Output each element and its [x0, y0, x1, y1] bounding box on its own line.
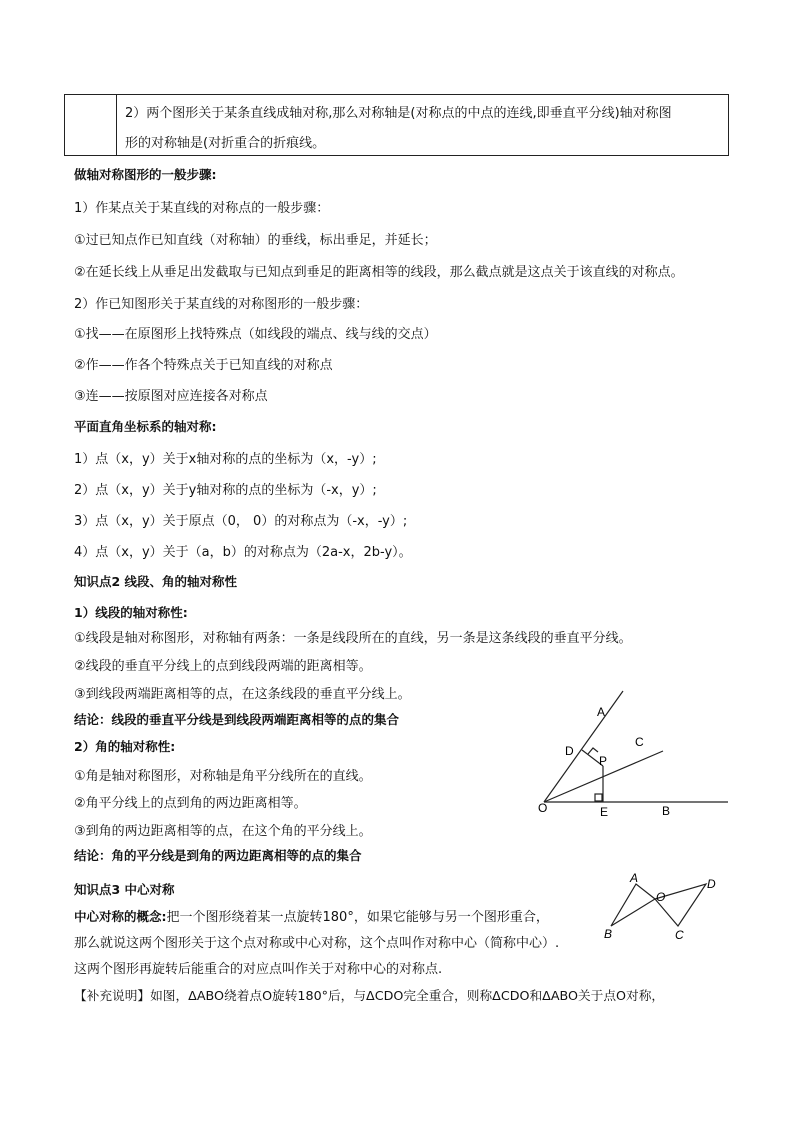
triangle-abo: [611, 884, 655, 926]
knowledge-point-3-heading: 知识点3 中心对称: [74, 882, 175, 897]
angle-conclusion: 结论：角的平分线是到角的两边距离相等的点的集合: [74, 848, 362, 863]
central-symmetry-figure: [598, 868, 728, 946]
segment-conclusion: 结论：线段的垂直平分线是到线段两端距离相等的点的集合: [74, 712, 400, 727]
label-o-central: O: [656, 890, 666, 904]
steps-heading: 做轴对称图形的一般步骤:: [74, 167, 217, 182]
label-p: P: [599, 754, 608, 768]
angle-property-3: ③到角的两边距离相等的点，在这个角的平分线上。: [74, 824, 372, 839]
coordinate-rule-3: 3）点（x，y）关于原点（0， 0）的对称点为（-x，-y）;: [74, 514, 408, 529]
segment-property-1: ①线段是轴对称图形，对称轴有两条：一条是线段所在的直线，另一条是这条线段的垂直平分线。: [74, 631, 632, 646]
steps-figure-3: ③连——按原图对应连接各对称点: [74, 389, 268, 404]
right-angle-mark-e: [595, 794, 602, 801]
angle-bisector-figure: [530, 685, 735, 820]
concept-label: 中心对称的概念:: [74, 909, 167, 924]
steps-figure-2: ②作——作各个特殊点关于已知直线的对称点: [74, 358, 333, 373]
central-symmetry-definition: 那么就说这两个图形关于这个点对称或中心对称，这个点叫作对称中心（简称中心）.: [74, 936, 560, 951]
label-a: A: [597, 705, 606, 719]
coordinate-rule-2: 2）点（x，y）关于y轴对称的点的坐标为（-x，y）;: [74, 483, 377, 498]
note-label: 【补充说明】: [74, 988, 151, 1003]
knowledge-point-2-heading: 知识点2 线段、角的轴对称性: [74, 574, 238, 589]
coordinate-heading: 平面直角坐标系的轴对称:: [74, 419, 217, 434]
table-divider: [116, 95, 117, 155]
label-b-central: B: [604, 927, 613, 941]
segment-symmetry-title: 1）线段的轴对称性:: [74, 605, 188, 620]
angle-symmetry-title: 2）角的轴对称性:: [74, 739, 176, 754]
steps-figure-title: 2）作已知图形关于某直线的对称图形的一般步骤：: [74, 297, 369, 312]
label-c-central: C: [675, 928, 684, 942]
steps-point-2: ②在延长线上从垂足出发截取与已知点到垂足的距离相等的线段，那么截点就是这点关于该直线的对称点。: [74, 265, 684, 280]
concept-text: 把一个图形绕着某一点旋转180°，如果它能够与另一个图形重合，: [166, 910, 549, 925]
steps-point-1: ①过已知点作已知直线（对称轴）的垂线，标出垂足，并延长；: [74, 233, 437, 248]
label-d: D: [565, 744, 574, 758]
table-line-2: 形的对称轴是(对折重合的折痕线。: [125, 136, 326, 151]
label-b: B: [662, 804, 671, 818]
table-line-1: 2）两个图形关于某条直线成轴对称,那么对称轴是(对称点的中点的连线,即垂直平分线)轴对称图: [125, 106, 672, 121]
steps-point-title: 1）作某点关于某直线的对称点的一般步骤：: [74, 201, 330, 216]
segment-property-2: ②线段的垂直平分线上的点到线段两端的距离相等。: [74, 659, 372, 674]
coordinate-rule-1: 1）点（x，y）关于x轴对称的点的坐标为（x，-y）;: [74, 452, 377, 467]
central-symmetry-points: 这两个图形再旋转后能重合的对应点叫作关于对称中心的对称点.: [74, 962, 443, 977]
label-d-central: D: [707, 877, 716, 891]
supplementary-note: [74, 985, 664, 1004]
label-a-central: A: [630, 871, 639, 885]
label-o: O: [538, 801, 548, 815]
steps-figure-1: ①找——在原图形上找特殊点（如线段的端点、线与线的交点）: [74, 327, 437, 342]
coordinate-rule-4: 4）点（x，y）关于（a，b）的对称点为（2a-x，2b-y）。: [74, 545, 412, 560]
note-text: 如图，ΔABO绕着点O旋转180°后，与ΔCDO完全重合，则称ΔCDO和ΔABO关于点O对称，: [150, 988, 665, 1003]
segment-property-3: ③到线段两端距离相等的点，在这条线段的垂直平分线上。: [74, 687, 411, 702]
angle-property-2: ②角平分线上的点到角的两边距离相等。: [74, 796, 307, 811]
label-c: C: [635, 735, 644, 749]
central-symmetry-concept: [74, 906, 549, 925]
right-angle-mark-d: [588, 748, 598, 754]
label-e: E: [600, 805, 609, 819]
angle-property-1: ①角是轴对称图形，对称轴是角平分线所在的直线。: [74, 769, 372, 784]
